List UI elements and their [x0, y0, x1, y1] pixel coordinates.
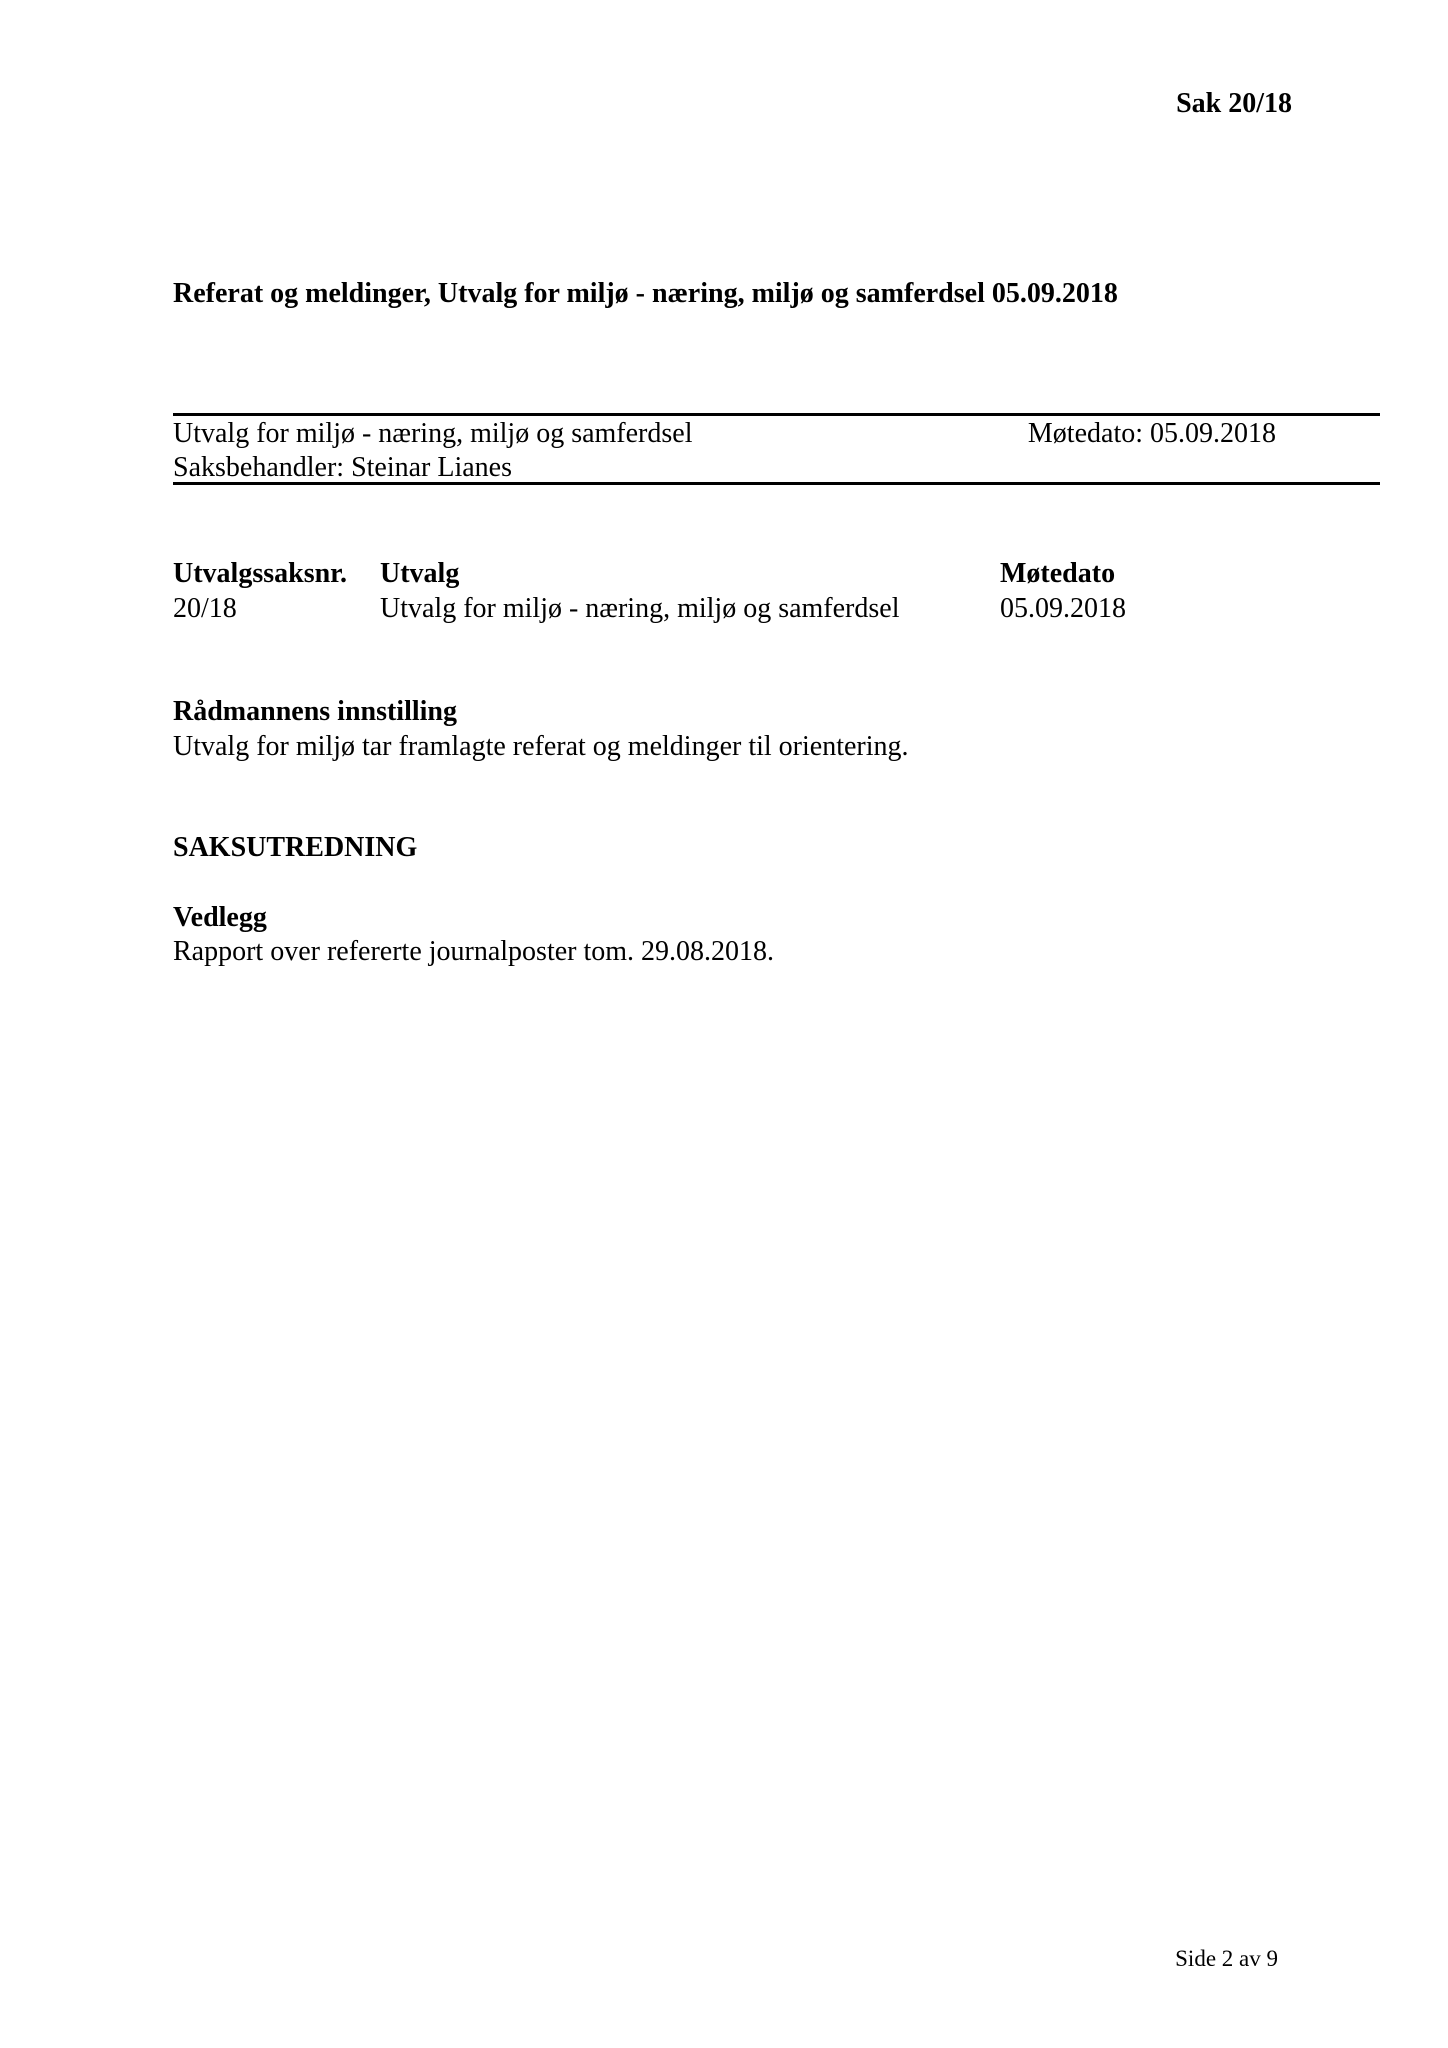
recommendation-text: Utvalg for miljø tar framlagte referat og meldinger til orientering. [173, 731, 909, 762]
cell-meeting-date: 05.09.2018 [1000, 593, 1126, 624]
cell-committee: Utvalg for miljø - næring, miljø og samferdsel [380, 593, 900, 624]
recommendation-heading: Rådmannens innstilling [173, 696, 457, 727]
committee-name: Utvalg for miljø - næring, miljø og samferdsel [173, 418, 693, 449]
case-handler: Saksbehandler: Steinar Lianes [173, 452, 513, 483]
header-meeting-date: Møtedato [1000, 558, 1116, 589]
bottom-divider [173, 482, 1380, 485]
document-title: Referat og meldinger, Utvalg for miljø - næring, miljø og samferdsel 05.09.2018 [173, 278, 1118, 309]
header-committee: Utvalg [380, 558, 460, 589]
top-divider [173, 413, 1380, 416]
attachments-heading: Vedlegg [173, 902, 267, 933]
meeting-date: Møtedato: 05.09.2018 [1027, 418, 1276, 449]
table-row [173, 591, 1126, 626]
case-number: Sak 20/18 [1176, 88, 1292, 119]
page-number: Side 2 av 9 [1175, 1946, 1278, 1971]
case-table [173, 556, 1126, 626]
attachments-text: Rapport over refererte journalposter tom. 29.08.2018. [173, 936, 775, 967]
case-study-heading: SAKSUTREDNING [173, 832, 418, 863]
header-case-number: Utvalgssaksnr. [173, 558, 348, 589]
cell-case-number: 20/18 [173, 593, 237, 624]
table-header-row [173, 556, 1126, 591]
